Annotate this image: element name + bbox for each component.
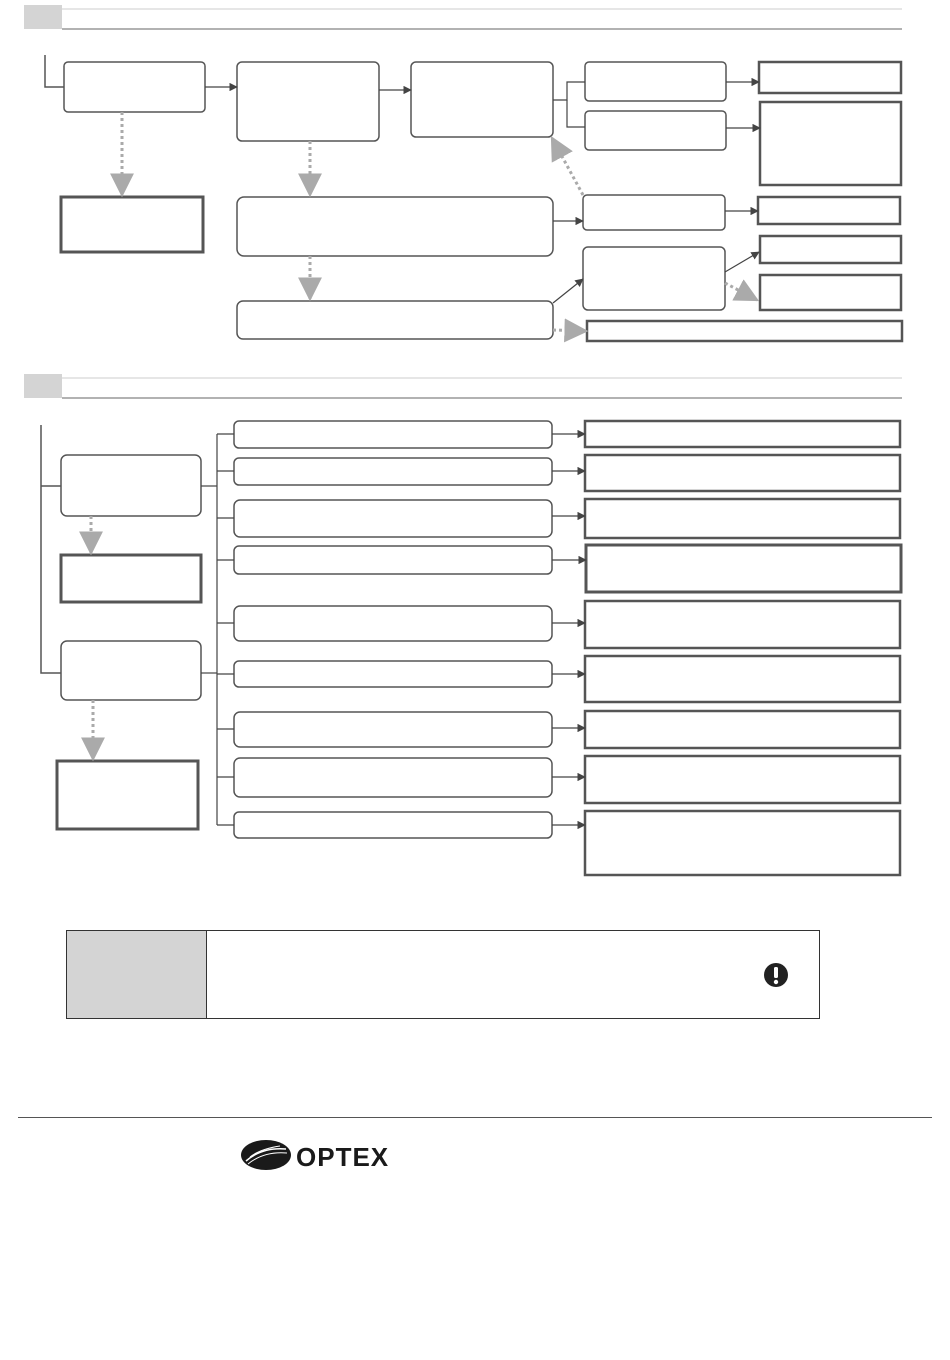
flow-cause-1: [234, 421, 552, 448]
flow-node-step4: [237, 197, 553, 256]
flow-cause-8: [234, 758, 552, 797]
flow-remedy-7: [585, 711, 900, 748]
flow-remedy-9: [585, 811, 900, 875]
flow-result-e: [587, 321, 902, 341]
flow-result-d1: [760, 236, 901, 263]
footer-divider: [18, 1117, 932, 1118]
flow-node-branch-c: [583, 195, 725, 230]
section-2-dotted-connectors: [91, 516, 93, 759]
flow-remedy-4: [586, 545, 901, 592]
flow-cause-2: [234, 458, 552, 485]
flow-result-start: [61, 197, 203, 252]
flow-node-branch-b: [585, 111, 726, 150]
flow-node-step5: [237, 301, 553, 339]
flow-node-check-1: [61, 455, 201, 516]
flow-result-c: [758, 197, 900, 224]
note-body-cell: [207, 931, 819, 1018]
flow-result-b: [760, 102, 901, 185]
flow-remedy-1: [585, 421, 900, 447]
flow-remedy-2: [585, 455, 900, 491]
flow-remedy-3: [585, 499, 900, 538]
entry-line: [45, 55, 64, 87]
flow-cause-5: [234, 606, 552, 641]
flow-node-start: [64, 62, 205, 112]
flow-remedy-5: [585, 601, 900, 648]
flow-node-step3: [411, 62, 553, 137]
flow-result-a: [759, 62, 901, 93]
section-2-header: [24, 374, 902, 398]
flow-node-step2: [237, 62, 379, 141]
flow-remedy-6: [585, 656, 900, 702]
note-label-cell: [67, 931, 207, 1018]
section-1-flowchart: [45, 55, 902, 341]
flow-node-branch-a: [585, 62, 726, 101]
flow-remedy-8: [585, 756, 900, 803]
flow-cause-7: [234, 712, 552, 747]
logo-wordmark: OPTEX: [296, 1142, 390, 1172]
section-2-connectors: [201, 434, 586, 825]
flow-result-check-1: [61, 555, 201, 602]
exclamation-icon: [763, 962, 789, 988]
flow-node-branch-d: [583, 247, 725, 310]
entry-line-2: [41, 425, 61, 673]
section-1-connectors: [205, 82, 760, 303]
flow-result-d2: [760, 275, 901, 310]
flow-result-check-2: [57, 761, 198, 829]
flow-cause-3: [234, 500, 552, 537]
note-box: [66, 930, 820, 1019]
optex-logo: [240, 1137, 416, 1173]
flow-cause-6: [234, 661, 552, 687]
section-2-flowchart: [41, 421, 901, 875]
flow-cause-4: [234, 546, 552, 574]
flow-node-check-2: [61, 641, 201, 700]
section-1-dotted-connectors: [122, 112, 757, 331]
section-1-header: [24, 5, 902, 29]
flow-cause-9: [234, 812, 552, 838]
